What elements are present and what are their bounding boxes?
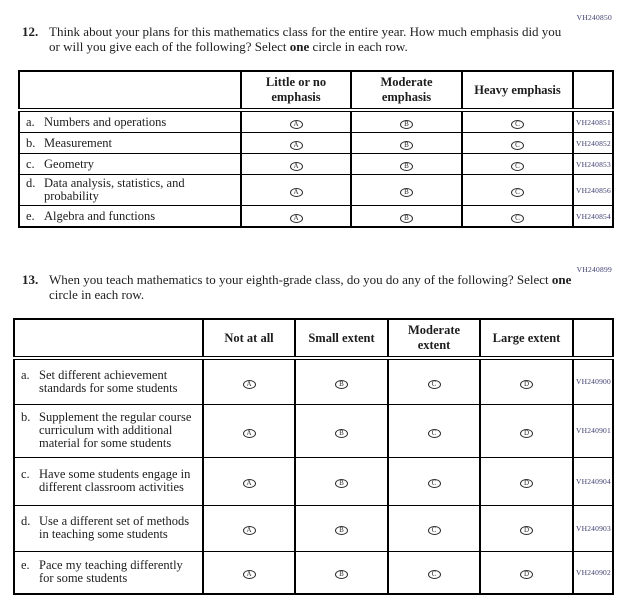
row-label-cell (19, 175, 241, 206)
column-header-label: Moderate emphasis (380, 75, 433, 104)
answer-bubble-c[interactable]: C (428, 380, 441, 389)
answer-cell (462, 154, 573, 175)
table-row (14, 505, 613, 551)
row-label-cell (14, 457, 203, 505)
answer-cell (295, 551, 388, 594)
answer-bubble-c[interactable]: C (511, 188, 524, 197)
answer-bubble-d[interactable]: D (520, 570, 533, 579)
answer-cell (480, 551, 573, 594)
column-header-label: Small extent (308, 330, 375, 345)
row-label: Have some students engage in different classroom activities (39, 467, 191, 494)
row-label-cell (19, 110, 241, 133)
answer-bubble-c[interactable]: C (511, 162, 524, 171)
answer-bubble-a[interactable]: A (290, 141, 303, 150)
answer-cell (351, 175, 462, 206)
answer-bubble-a[interactable]: A (290, 214, 303, 223)
table-row (19, 175, 613, 206)
row-label: Algebra and functions (44, 208, 156, 223)
row-letter: b. (26, 135, 36, 150)
question-12-text-bold: one (289, 39, 310, 54)
answer-bubble-b[interactable]: B (400, 120, 413, 129)
table-row (19, 206, 613, 228)
question-13-number: 13. (22, 272, 39, 287)
row-letter: e. (26, 208, 35, 223)
q12-header-code-blank (573, 71, 613, 110)
question-12-text-pre: Think about your plans for this mathematics class for the entire year. How much emphasis did you or will you give each of the following? Select (49, 24, 562, 54)
answer-cell (462, 110, 573, 133)
table-row (14, 358, 613, 404)
row-letter: a. (26, 114, 35, 129)
answer-bubble-a[interactable]: A (290, 162, 303, 171)
row-variable-code: VH240901 (573, 404, 613, 457)
answer-bubble-a[interactable]: A (243, 380, 256, 389)
answer-cell (241, 110, 351, 133)
answer-cell (295, 457, 388, 505)
row-variable-code: VH240902 (573, 551, 613, 594)
q12-column-header-little-or-no-emphasis (241, 71, 351, 110)
row-label: Pace my teaching differently for some students (39, 558, 183, 586)
question-12-text-post: circle in each row. (312, 39, 408, 54)
question-13-text-pre: When you teach mathematics to your eighth-grade class, do you do any of the following? Select (49, 272, 549, 287)
answer-bubble-a[interactable]: A (243, 429, 256, 438)
answer-cell (462, 133, 573, 154)
answer-cell (295, 505, 388, 551)
answer-bubble-a[interactable]: A (243, 570, 256, 579)
answer-cell (351, 110, 462, 133)
table-row (14, 457, 613, 505)
answer-cell (203, 404, 295, 457)
row-letter: b. (21, 410, 31, 424)
question-13-text (49, 272, 573, 302)
question-13 (22, 272, 573, 302)
answer-bubble-c[interactable]: C (428, 570, 441, 579)
q12-response-table (18, 70, 614, 228)
row-label-cell (14, 551, 203, 594)
answer-cell (203, 505, 295, 551)
question-13-text-post: circle in each row. (49, 287, 145, 302)
column-header-label: Heavy emphasis (474, 82, 561, 97)
answer-cell (462, 206, 573, 228)
row-variable-code: VH240904 (573, 457, 613, 505)
row-label: Set different achievement standards for some students (39, 367, 178, 395)
question-12-number: 12. (22, 24, 39, 39)
question-12 (22, 24, 573, 54)
answer-cell (388, 457, 480, 505)
answer-bubble-c[interactable]: C (428, 429, 441, 438)
answer-bubble-c[interactable]: C (511, 141, 524, 150)
q13-column-header-small-extent (295, 319, 388, 358)
row-letter: a. (21, 367, 30, 382)
answer-bubble-b[interactable]: B (400, 141, 413, 150)
question-12-text (49, 24, 573, 54)
answer-cell (203, 551, 295, 594)
row-label: Measurement (44, 135, 113, 150)
answer-cell (480, 404, 573, 457)
q13-header-row (14, 319, 613, 358)
answer-cell (203, 358, 295, 404)
row-label-cell (19, 206, 241, 228)
answer-bubble-b[interactable]: B (400, 214, 413, 223)
answer-cell (388, 404, 480, 457)
answer-cell (295, 404, 388, 457)
row-variable-code: VH240853 (573, 154, 613, 175)
q13-response-table (13, 318, 614, 595)
answer-cell (388, 358, 480, 404)
row-variable-code: VH240903 (573, 505, 613, 551)
row-label: Supplement the regular course curriculum with additional material for some students (39, 410, 192, 450)
row-label: Data analysis, statistics, and probability (44, 176, 185, 203)
answer-bubble-b[interactable]: B (335, 570, 348, 579)
answer-bubble-c[interactable]: C (511, 120, 524, 129)
table-row (14, 551, 613, 594)
q13-column-header-large-extent (480, 319, 573, 358)
question-13-text-bold: one (551, 272, 572, 287)
answer-cell (462, 175, 573, 206)
q13-header-blank (14, 319, 203, 358)
row-label-cell (14, 358, 203, 404)
answer-bubble-c[interactable]: C (511, 214, 524, 223)
answer-bubble-b[interactable]: B (335, 380, 348, 389)
row-letter: d. (21, 514, 31, 528)
row-letter: e. (21, 558, 30, 573)
answer-cell (241, 175, 351, 206)
answer-cell (241, 133, 351, 154)
answer-cell (480, 505, 573, 551)
answer-bubble-a[interactable]: A (243, 526, 256, 535)
table-row (14, 404, 613, 457)
row-letter: d. (26, 176, 36, 190)
row-label-cell (19, 154, 241, 175)
answer-bubble-d[interactable]: D (520, 526, 533, 535)
answer-bubble-a[interactable]: A (290, 188, 303, 197)
answer-bubble-c[interactable]: C (428, 526, 441, 535)
question-13-variable-code: VH240899 (576, 265, 612, 274)
row-variable-code: VH240900 (573, 358, 613, 404)
table-row (19, 133, 613, 154)
q13-column-header-not-at-all (203, 319, 295, 358)
row-label-cell (14, 505, 203, 551)
answer-cell (351, 133, 462, 154)
q12-header-blank (19, 71, 241, 110)
answer-bubble-b[interactable]: B (335, 479, 348, 488)
answer-bubble-b[interactable]: B (335, 526, 348, 535)
q13-header-code-blank (573, 319, 613, 358)
table-row (19, 154, 613, 175)
table-row (19, 110, 613, 133)
answer-cell (241, 206, 351, 228)
row-letter: c. (21, 467, 30, 481)
answer-bubble-d[interactable]: D (520, 429, 533, 438)
answer-cell (351, 154, 462, 175)
answer-bubble-b[interactable]: B (400, 162, 413, 171)
row-label: Numbers and operations (44, 114, 167, 129)
answer-bubble-b[interactable]: B (400, 188, 413, 197)
q12-header-row (19, 71, 613, 110)
row-letter: c. (26, 156, 35, 171)
row-variable-code: VH240856 (573, 175, 613, 206)
row-label: Use a different set of methods in teaching some students (39, 514, 190, 541)
row-variable-code: VH240854 (573, 206, 613, 228)
answer-bubble-d[interactable]: D (520, 479, 533, 488)
q12-column-header-moderate-emphasis (351, 71, 462, 110)
row-label-cell (14, 404, 203, 457)
answer-cell (203, 457, 295, 505)
q13-column-header-moderate-extent (388, 319, 480, 358)
row-label-cell (19, 133, 241, 154)
row-variable-code: VH240852 (573, 133, 613, 154)
row-label: Geometry (44, 156, 94, 171)
answer-cell (351, 206, 462, 228)
answer-cell (388, 505, 480, 551)
question-12-variable-code: VH240850 (576, 13, 612, 22)
answer-bubble-b[interactable]: B (335, 429, 348, 438)
answer-cell (480, 457, 573, 505)
answer-cell (480, 358, 573, 404)
answer-bubble-a[interactable]: A (243, 479, 256, 488)
answer-cell (241, 154, 351, 175)
answer-bubble-a[interactable]: A (290, 120, 303, 129)
answer-cell (295, 358, 388, 404)
column-header-label: Large extent (492, 330, 561, 345)
column-header-label: Not at all (224, 330, 274, 345)
column-header-label: Moderate extent (407, 323, 461, 352)
q12-column-header-heavy-emphasis (462, 71, 573, 110)
answer-cell (388, 551, 480, 594)
answer-bubble-c[interactable]: C (428, 479, 441, 488)
column-header-label: Little or no emphasis (265, 75, 327, 104)
answer-bubble-d[interactable]: D (520, 380, 533, 389)
row-variable-code: VH240851 (573, 110, 613, 133)
